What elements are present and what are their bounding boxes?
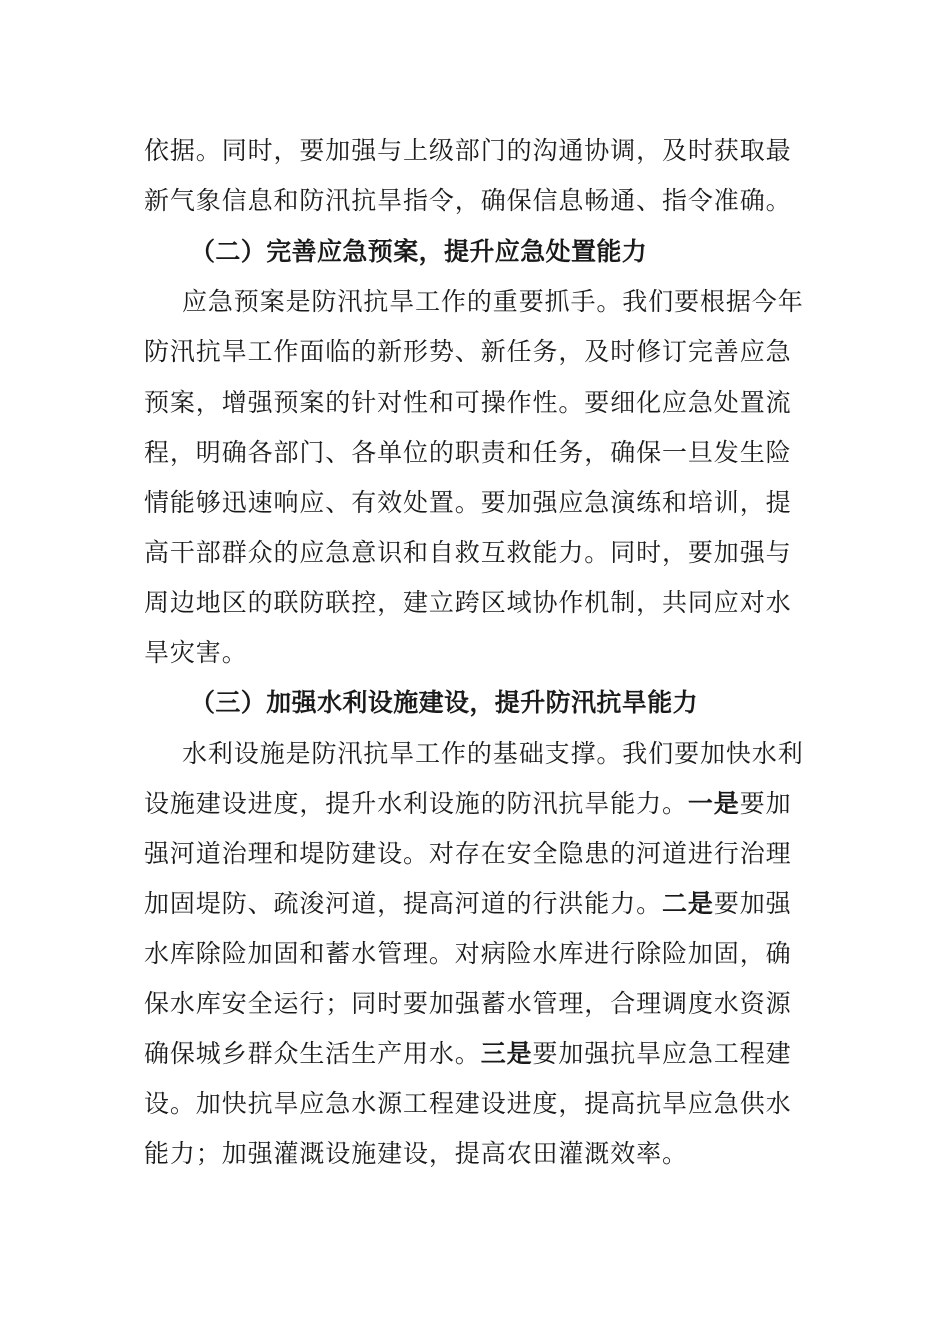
paragraph-line: 新气象信息和防汛抗旱指令，确保信息畅通、指令准确。 — [144, 186, 792, 215]
paragraph-line — [144, 787, 824, 821]
paragraph-line: 防汛抗旱工作面临的新形势、新任务，及时修订完善应急 — [144, 337, 792, 366]
paragraph-line: 依据。同时，要加强与上级部门的沟通协调，及时获取最 — [144, 136, 792, 165]
paragraph-line: 周边地区的联防联控，建立跨区域协作机制，共同应对水 — [144, 588, 792, 617]
paragraph-line — [144, 887, 824, 921]
paragraph-line: 高干部群众的应急意识和自救互救能力。同时，要加强与 — [144, 538, 792, 567]
text-run: 确保城乡群众生活生产用水。 — [144, 1039, 481, 1068]
paragraph-line: 应急预案是防汛抗旱工作的重要抓手。我们要根据今年 — [182, 287, 804, 316]
paragraph-line: 预案，增强预案的针对性和可操作性。要细化应急处置流 — [144, 388, 792, 417]
paragraph-line: 程，明确各部门、各单位的职责和任务，确保一旦发生险 — [144, 438, 792, 467]
emphasis-first: 一是 — [687, 789, 740, 818]
paragraph-line: 情能够迅速响应、有效处置。要加强应急演练和培训，提 — [144, 488, 792, 517]
paragraph-line: 保水库安全运行；同时要加强蓄水管理，合理调度水资源 — [144, 989, 792, 1018]
emphasis-third: 三是 — [480, 1039, 533, 1068]
paragraph-line: 能力；加强灌溉设施建设，提高农田灌溉效率。 — [144, 1139, 688, 1168]
paragraph-line: 旱灾害。 — [144, 638, 248, 667]
emphasis-second: 二是 — [662, 889, 714, 918]
text-run: 要加强 — [713, 889, 792, 918]
text-run: 要加强抗旱应急工程建 — [532, 1039, 792, 1068]
paragraph-line: 水利设施是防汛抗旱工作的基础支撑。我们要加快水利 — [182, 739, 804, 768]
paragraph-line: 强河道治理和堤防建设。对存在安全隐患的河道进行治理 — [144, 839, 792, 868]
paragraph-line — [144, 1037, 824, 1071]
paragraph-line: 设。加快抗旱应急水源工程建设进度，提高抗旱应急供水 — [144, 1089, 792, 1118]
section-heading-3: （三）加强水利设施建设，提升防汛抗旱能力 — [190, 688, 699, 717]
section-heading-2: （二）完善应急预案，提升应急处置能力 — [190, 237, 648, 266]
text-run: 设施建设进度，提升水利设施的防汛抗旱能力。 — [144, 789, 688, 818]
paragraph-line: 水库除险加固和蓄水管理。对病险水库进行除险加固，确 — [144, 939, 792, 968]
text-run: 要加 — [739, 789, 792, 818]
text-run: 加固堤防、疏浚河道，提高河道的行洪能力。 — [144, 889, 663, 918]
